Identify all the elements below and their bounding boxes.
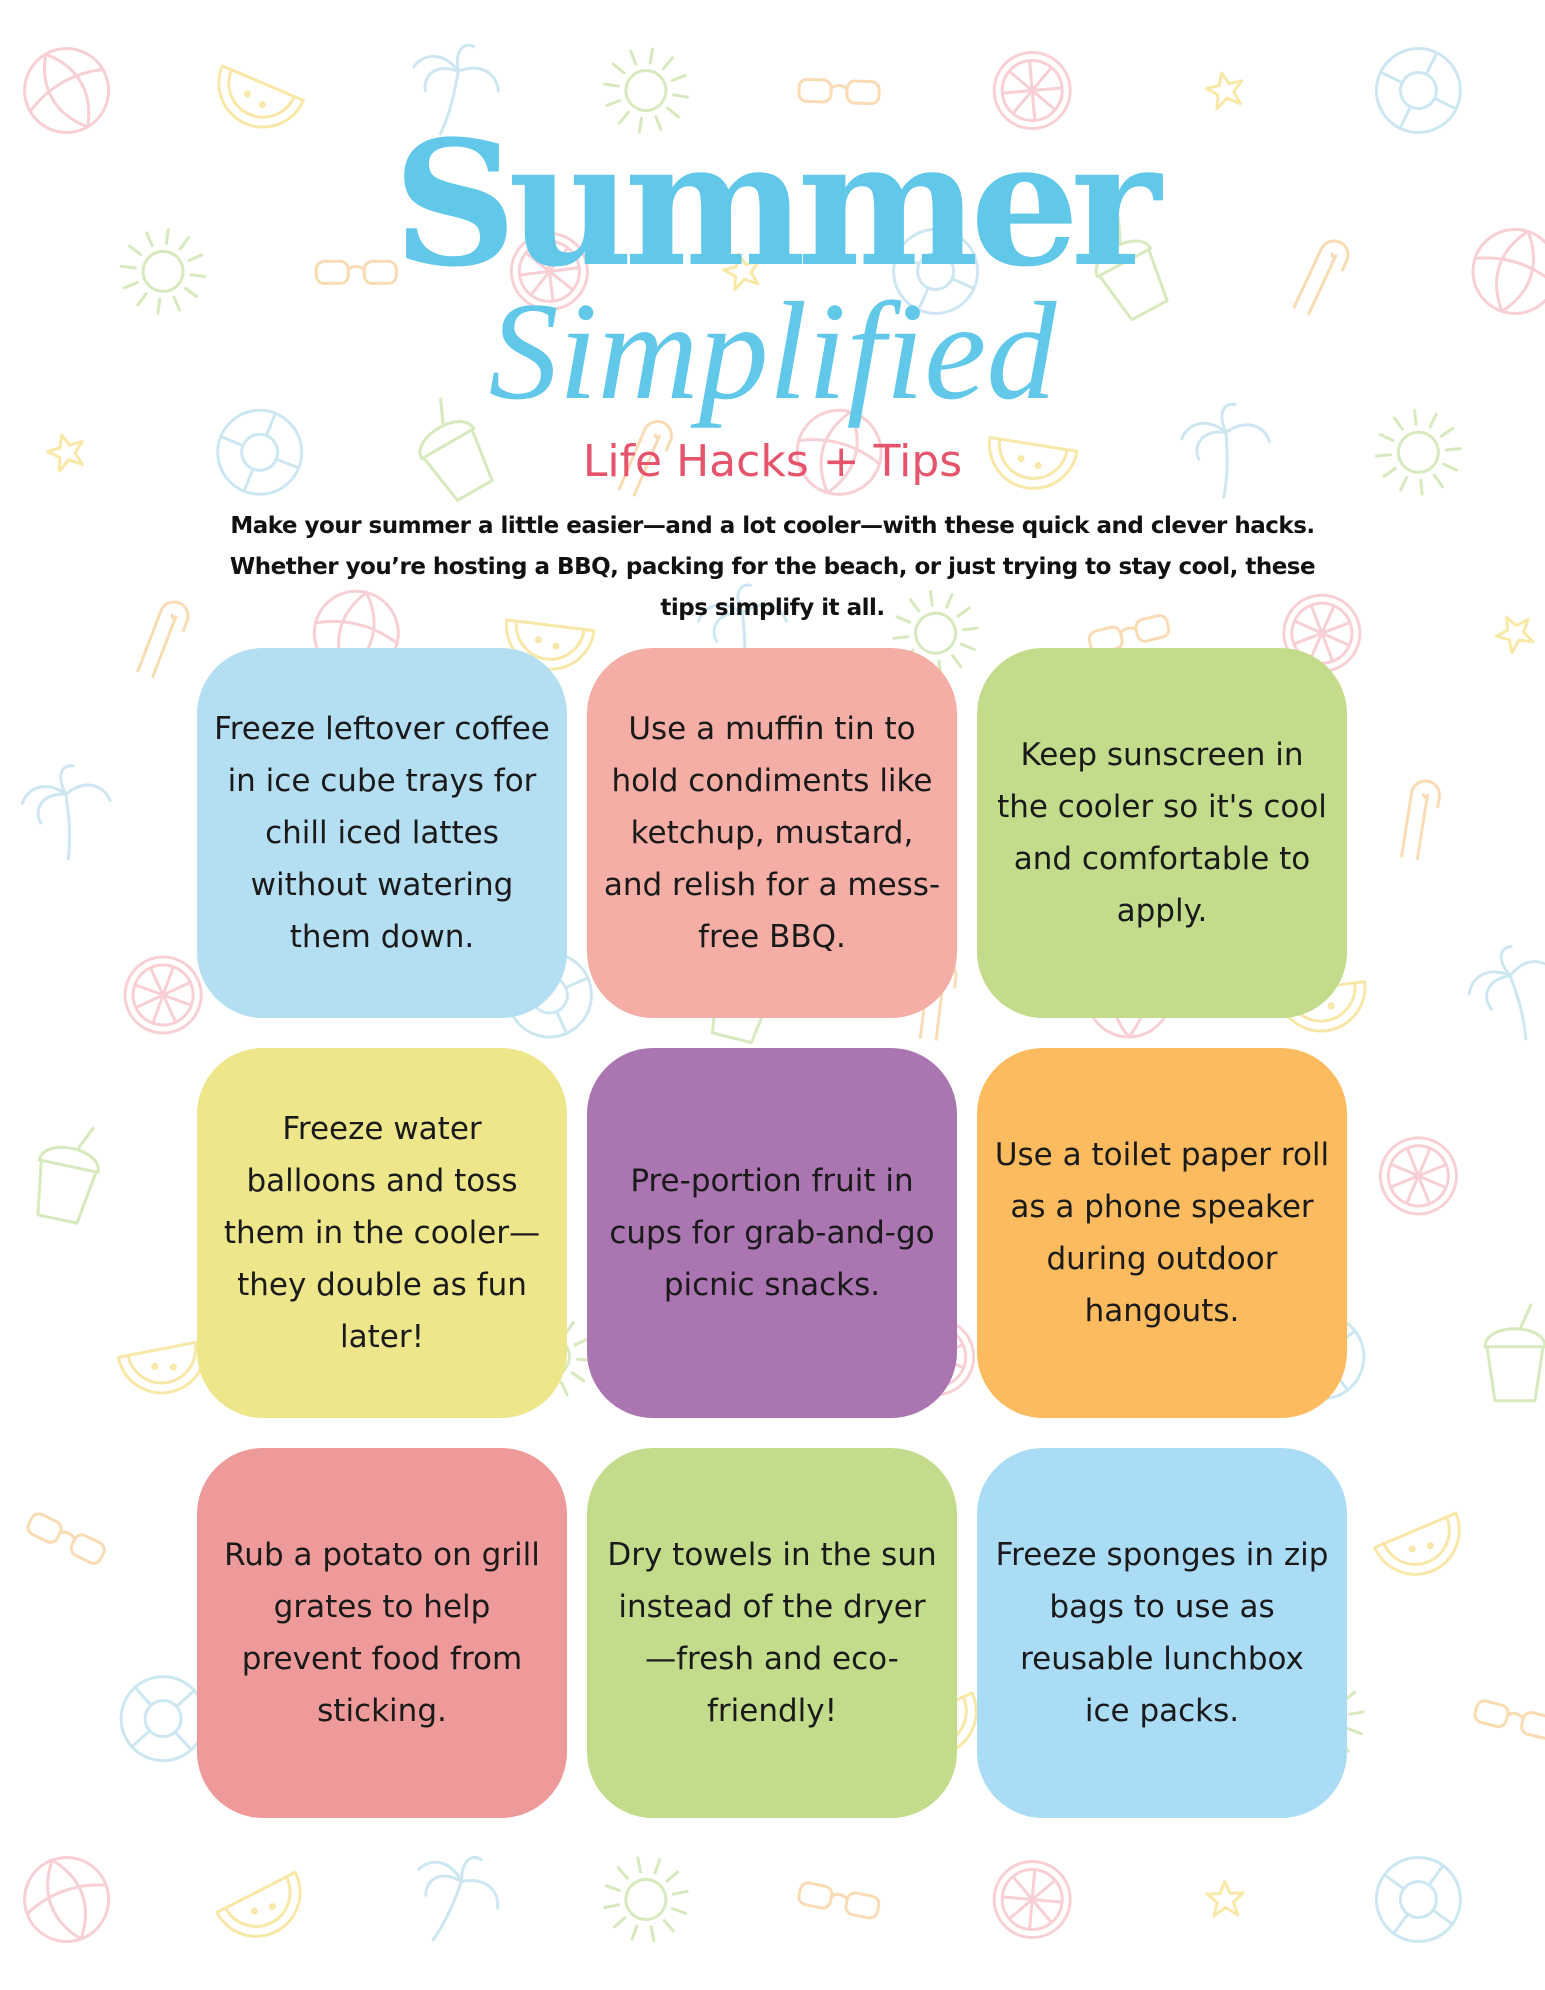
tip-text: Use a muffin tin to hold condiments like ketchup, mustard, and relish for a mess-free BBQ. [603,711,941,955]
tip-text: Rub a potato on grill grates to help prevent food from sticking. [224,1537,540,1729]
intro-paragraph: Make your summer a little easier—and a lot cooler—with these quick and clever hacks. Whether you’re hosting a BBQ, packing for the beach, or just trying to stay cool, these tips simplify it all. [229,513,1316,621]
tips-grid [197,648,1347,1820]
tip-card [587,648,957,1018]
tip-card [197,1448,567,1818]
tip-card [977,1448,1347,1818]
page-title: Summer [392,102,1153,305]
tip-text: Use a toilet paper roll as a phone speaker during outdoor hangouts. [994,1137,1330,1329]
tagline: Life Hacks + Tips [582,436,963,487]
tip-card [197,1048,567,1418]
tip-text: Freeze sponges in zip bags to use as reusable lunchbox ice packs. [995,1537,1329,1729]
tip-card [587,1048,957,1418]
tip-text: Freeze leftover coffee in ice cube trays for chill iced lattes without watering them down. [214,711,550,955]
tip-text: Keep sunscreen in the cooler so it's cool and comfortable to apply. [997,737,1327,929]
tip-card [977,1048,1347,1418]
tip-text: Pre-portion fruit in cups for grab-and-go picnic snacks. [609,1163,935,1303]
page-subtitle: Simplified [488,274,1057,429]
tip-card [977,648,1347,1018]
tip-card [587,1448,957,1818]
tip-card [197,648,567,1018]
tip-text: Freeze water balloons and toss them in the cooler—they double as fun later! [223,1111,541,1355]
tip-text: Dry towels in the sun instead of the dryer—fresh and eco-friendly! [607,1537,937,1729]
